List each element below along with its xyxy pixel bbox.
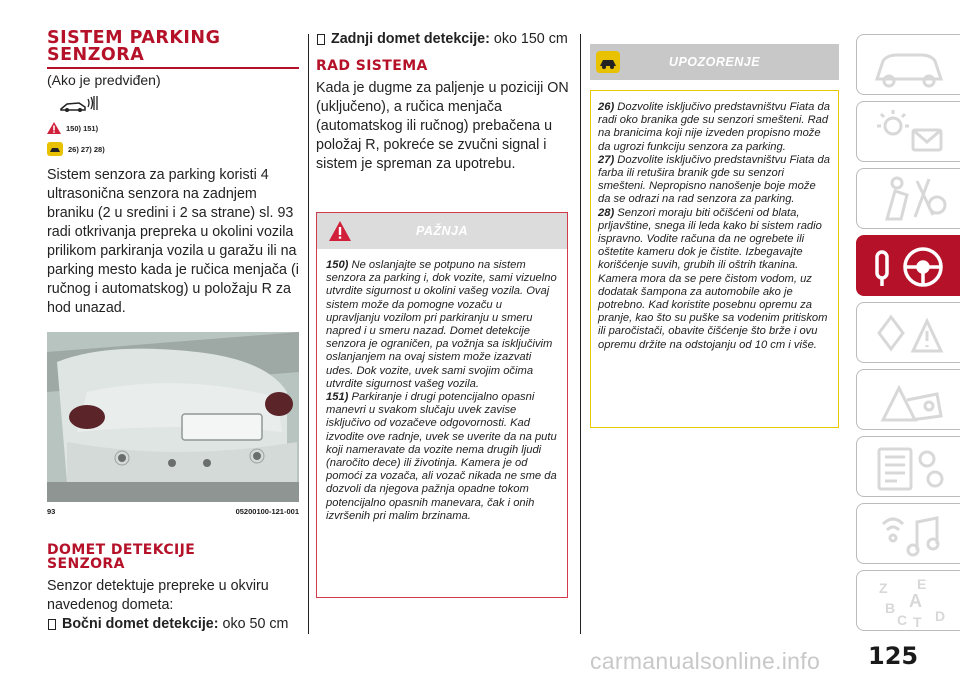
caution-content bbox=[317, 249, 567, 523]
warning-band bbox=[590, 44, 839, 80]
index-letter: Z bbox=[879, 580, 888, 596]
warning-triangle-icon bbox=[329, 221, 351, 241]
index-letter: E bbox=[917, 576, 927, 592]
column-divider bbox=[580, 34, 581, 634]
bullet-marker bbox=[48, 619, 56, 630]
warning-title: UPOZORENJE bbox=[668, 55, 761, 69]
car-dashboard-tab[interactable] bbox=[856, 34, 960, 95]
section-title-line2: SENZORA bbox=[47, 45, 145, 65]
column-middle bbox=[316, 30, 570, 174]
caution-box bbox=[316, 212, 568, 598]
bullet-value: oko 150 cm bbox=[489, 31, 568, 47]
operation-paragraph: Kada je dugme za paljenje u poziciji ON (uključeno), a ručica menjača (automatskog ili ručnog) prebačena u položaj R, pokreće se zvučni signal i sistem je spreman za upotrebu. bbox=[316, 80, 569, 172]
column-divider bbox=[308, 34, 309, 634]
warning-triangle-icon bbox=[47, 122, 61, 134]
subheading-operation: RAD SISTEMA bbox=[316, 58, 428, 74]
subheading-range-line2: SENZORA bbox=[47, 556, 125, 572]
multimedia-tab[interactable] bbox=[856, 503, 960, 564]
emergency-tab[interactable] bbox=[856, 369, 960, 430]
index-letter: C bbox=[897, 612, 908, 628]
warning-note-26: 26) Dozvolite isključivo predstavništvu Fiata da radi oko branika gde su senzori smešteni. Rad na branicima koji nije izveden propisno može da ugrozi funkciju senzora za parking. bbox=[598, 101, 830, 153]
safety-tab[interactable] bbox=[856, 168, 960, 229]
index-letter: D bbox=[935, 608, 946, 624]
index-tab[interactable] bbox=[856, 570, 960, 631]
bullet-label: Zadnji domet detekcije: bbox=[331, 31, 490, 47]
warning-content bbox=[591, 91, 838, 352]
warning-ref-row bbox=[47, 122, 299, 134]
warning-note-28: 28) Senzori moraju biti očišćeni od blata, prljavštine, snega ili leda kako bi sistem radio ispravno. Vodite računa da ne ogrebete ili oštetite kameru dok je čistite. Izbegavajte korišćenje suvih, grubih ili oštrih tkanina. Kamera mora da se pere čistom vodom, uz dodatak šampona za automobile ako je potrebno. Kad koristite posebnu opremu za pranje, kao što su puške sa vodenim pritiskom ili paročistači, obavite čišćenje što brže i ovu opremu držite na odstojanju od 10 cm i više. bbox=[598, 206, 828, 351]
subheading-range-line1: DOMET DETEKCIJE bbox=[47, 542, 196, 558]
watermark: carmanualsonline.info bbox=[590, 648, 821, 674]
range-paragraph: Senzor detektuje prepreke u okviru navedenog dometa: bbox=[47, 578, 269, 613]
figure-number: 93 bbox=[47, 507, 56, 516]
caution-note-151: 151) Parkiranje i drugi potencijalno opasni manevri u svakom slučaju uvek zavise isključivo od vozačeve odgovornosti. Kad izvodite ove radnje, uvek se uverite da na putu koji nameravate da vozite nema drugih ljudi (naročito dece) ili životinja. Kamera je od pomoći za vozača, ali vozač nikada ne sme da dozvoli da njegova pažnja opadne tokom potencijalno opasnih manevara, čak i onih izvršenih pri malim brzinama. bbox=[326, 391, 557, 522]
warning-note-27: 27) Dozvolite isključivo predstavništvu Fiata da farba ili retušira branik gde su senzori smešteni. Nepropisno nanošenje boje može da se odrazi na rad senzora za parking. bbox=[598, 153, 830, 206]
caution-car-icon bbox=[596, 51, 620, 73]
index-letter: A bbox=[909, 591, 922, 611]
title-rule bbox=[47, 67, 299, 69]
lights-tab[interactable] bbox=[856, 101, 960, 162]
section-title-line1: SISTEM PARKING bbox=[47, 28, 221, 48]
bullet-label: Bočni domet detekcije: bbox=[62, 616, 219, 632]
caution-band bbox=[317, 213, 567, 249]
warning-refs: 150) 151) bbox=[66, 123, 99, 133]
warning-tab[interactable] bbox=[856, 302, 960, 363]
warning-box bbox=[590, 90, 839, 428]
index-letter: T bbox=[913, 614, 922, 630]
page-number: 125 bbox=[868, 642, 919, 670]
bullet-side-range bbox=[47, 615, 299, 634]
maintenance-tab[interactable] bbox=[856, 436, 960, 497]
caution-ref-row bbox=[47, 142, 299, 156]
bullet-marker bbox=[317, 34, 325, 45]
availability-note: (Ako je predviđen) bbox=[47, 72, 161, 88]
parking-sensor-icon bbox=[59, 95, 299, 118]
caution-car-icon bbox=[47, 142, 63, 156]
caution-note-150: 150) Ne oslanjajte se potpuno na sistem senzora za parking i, dok vozite, sami vizuelno utvrdite sigurnost u okolini vašeg vozila. Ovaj sistem može da pomogne vozaču u upravljanju vozilom pri parkiranju u smeru napred i u smeru nazad. Domet detekcije senzora je ograničen, pa vožnja sa isključivim oslanjanjem na ovaj sistem može izazvati udes. Dok vozite, uvek sami svojim očima utvrdite sigurnost vašeg vozila. bbox=[326, 259, 557, 390]
bullet-rear-range bbox=[316, 30, 570, 49]
caution-refs: 26) 27) 28) bbox=[68, 144, 105, 154]
intro-paragraph: Sistem senzora za parking koristi 4 ultrasonična senzora na zadnjem braniku (2 u sredini i 2 sa strane) sl. 93 radi otkrivanja prepreka u okolini vozila prilikom parkiranja vozila u garažu ili na parking mesto kada je ručica menjača (i ručnog i automatskog) u položaju R za hod unazad. bbox=[47, 167, 299, 316]
driving-tab[interactable] bbox=[856, 235, 960, 296]
figure-caption bbox=[47, 507, 299, 516]
figure-code: 05200100-121-001 bbox=[235, 507, 299, 516]
column-left bbox=[47, 30, 299, 634]
figure-rear-bumper-photo bbox=[47, 332, 299, 502]
bullet-value: oko 50 cm bbox=[218, 616, 289, 632]
caution-title: PAŽNJA bbox=[415, 224, 469, 238]
chapter-tabs bbox=[850, 34, 960, 637]
index-letter: B bbox=[885, 600, 896, 616]
